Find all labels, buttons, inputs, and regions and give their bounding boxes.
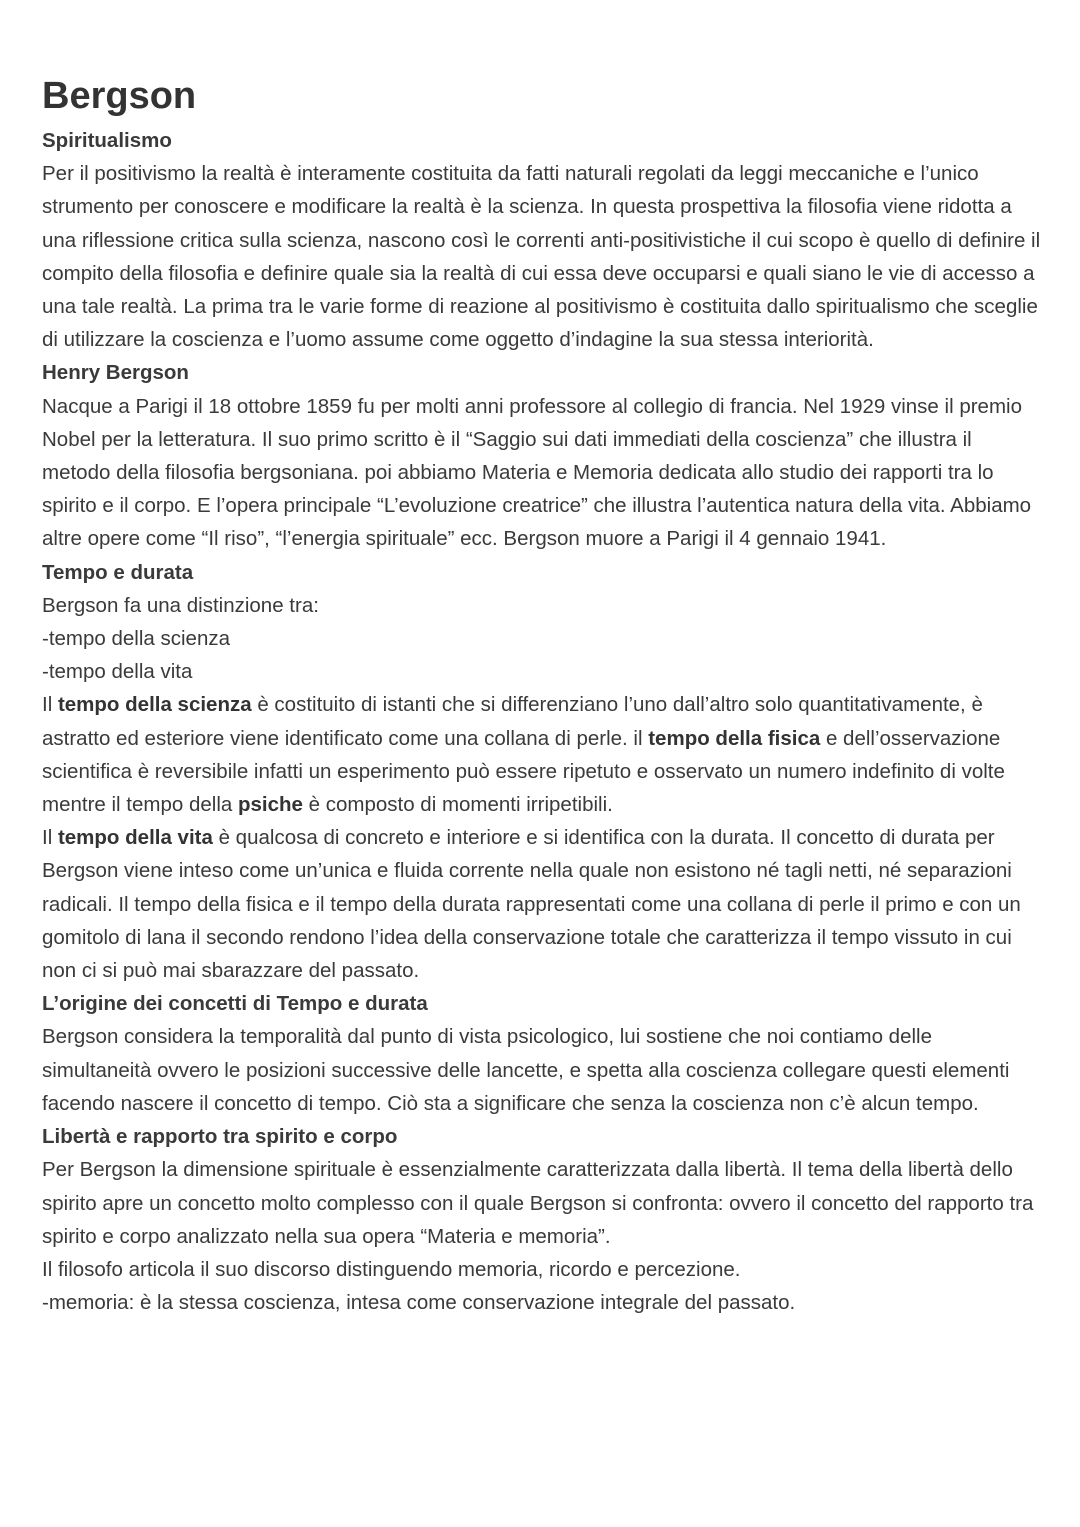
section-paragraph: [42, 688, 1042, 821]
section-spiritualismo: [42, 124, 1042, 356]
text-run: Il: [42, 826, 58, 850]
section-origine: [42, 987, 1042, 1120]
section-heading: Henry Bergson: [42, 361, 189, 385]
section-heading: Tempo e durata: [42, 560, 194, 584]
bold-term: psiche: [237, 793, 303, 817]
section-paragraph: [42, 821, 1042, 987]
section-tempo-e-durata: [42, 556, 1042, 988]
section-paragraph: Nacque a Parigi il 18 ottobre 1859 fu per molti anni professore al collegio di francia. Nel 1929 vinse il premio Nobel per la letteratura. Il suo primo scritto è il “Saggio sui dati immediati della coscienza” che illustra il metodo della filosofia bergsoniana. poi abbiamo Materia e Memoria dedicata allo studio dei rapporti tra lo spirito e il corpo. E l’opera principale “L’evoluzione creatrice” che illustra l’autentica natura della vita. Abbiamo altre opere come “Il riso”, “l’energia spirituale” ecc. Bergson muore a Parigi il 4 gennaio 1941.: [42, 394, 1032, 551]
text-run: è composto di momenti irripetibili.: [302, 793, 613, 817]
text-run: è costituito di istanti che si differenziano l’uno dall’altro solo quantitativamente, è astratto ed esteriore viene identificato come una collana di perle. il: [42, 693, 983, 750]
list-item: -tempo della vita: [42, 660, 193, 684]
text-run: e dell’osservazione scientifica è reversibile infatti un esperimento può essere ripetuto e osservato un numero indefinito di volte mentre il tempo della: [42, 726, 1005, 817]
page-title: Bergson: [42, 75, 197, 117]
section-paragraph: Per il positivismo la realtà è interamente costituita da fatti naturali regolati da leggi meccaniche e l’unico strumento per conoscere e modificare la realtà è la scienza. In questa prospettiva la filosofia viene ridotta a una riflessione critica sulla scienza, nascono così le correnti anti-positivistiche il cui scopo è quello di definire il compito della filosofia e definire quale sia la realtà di cui essa deve occuparsi e quali siano le vie di accesso a una tale realtà. La prima tra le varie forme di reazione al positivismo è costituita dallo spiritualismo che sceglie di utilizzare la coscienza e l’uomo assume come oggetto d’indagine la sua stessa interiorità.: [42, 162, 1041, 352]
section-paragraph: Bergson considera la temporalità dal punto di vista psicologico, lui sostiene che noi contiamo delle simultaneità ovvero le posizioni successive delle lancette, e spetta alla coscienza collegare questi elementi facendo nascere il concetto di tempo. Ciò sta a significare che senza la coscienza non c’è alcun tempo.: [42, 1025, 1010, 1115]
section-heading: Spiritualismo: [42, 129, 172, 152]
bold-term: tempo della fisica: [648, 726, 821, 750]
section-paragraph: Per Bergson la dimensione spirituale è essenzialmente caratterizzata dalla libertà. Il tema della libertà dello spirito apre un concetto molto complesso con il quale Bergson si confronta: ovvero il concetto del rapporto tra spirito e corpo analizzato nella sua opera “Materia e memoria”.: [42, 1158, 1034, 1248]
section-heading: L’origine dei concetti di Tempo e durata: [42, 992, 428, 1016]
bold-term: tempo della scienza: [57, 693, 252, 717]
text-run: è qualcosa di concreto e interiore e si identifica con la durata. Il concetto di durata per Bergson viene inteso come un’unica e fluida corrente nella quale non esistono né tagli netti, né separazioni radicali. Il tempo della fisica e il tempo della durata rappresentati come una collana di perle il primo e con un gomitolo di lana il secondo rendono l’idea della conservazione totale che caratterizza il tempo vissuto in cui non ci si può mai sbarazzare del passato.: [42, 826, 1021, 983]
bold-term: tempo della vita: [57, 826, 213, 850]
list-item: -tempo della scienza: [42, 627, 231, 651]
section-paragraph: Il filosofo articola il suo discorso distinguendo memoria, ricordo e percezione.: [42, 1257, 741, 1281]
section-heading: Libertà e rapporto tra spirito e corpo: [42, 1125, 398, 1149]
document-page: [42, 72, 1042, 1319]
section-henry-bergson: [42, 356, 1042, 555]
section-liberta: [42, 1120, 1042, 1319]
list-item: -memoria: è la stessa coscienza, intesa come conservazione integrale del passato.: [42, 1291, 796, 1315]
text-run: Il: [42, 693, 58, 717]
section-intro: Bergson fa una distinzione tra:: [42, 593, 319, 617]
